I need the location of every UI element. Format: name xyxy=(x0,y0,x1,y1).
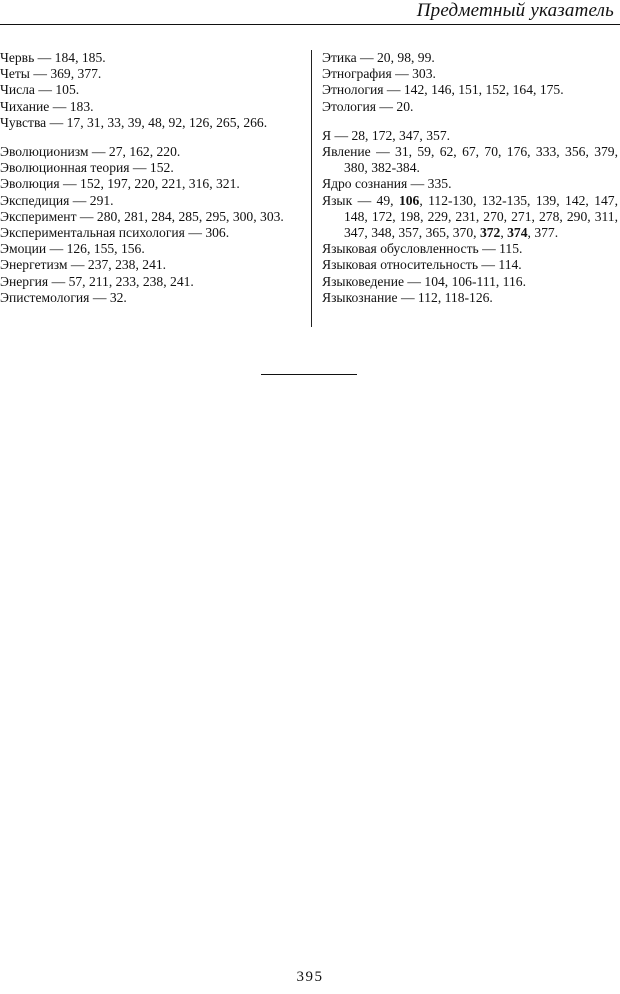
index-entry xyxy=(0,144,302,160)
index-entry xyxy=(0,290,302,306)
bold-page-ref: 106 xyxy=(398,192,420,208)
entry-text: Языковедение — 104, 106-111, 116. xyxy=(322,273,526,289)
column-divider xyxy=(311,50,312,327)
index-entry xyxy=(0,193,302,209)
entry-text: Четы — 369, 377. xyxy=(0,66,102,82)
index-entry xyxy=(322,144,618,176)
entry-text: Этнография — 303. xyxy=(322,66,436,82)
entry-text: Чихание — 183. xyxy=(0,98,94,114)
entry-text: Этология — 20. xyxy=(322,98,414,114)
entry-text: Эксперимент — 280, 281, 284, 285, 295, 300, 303. xyxy=(0,208,284,224)
entry-text: Эволюция — 152, 197, 220, 221, 316, 321. xyxy=(0,176,240,192)
index-entry xyxy=(322,99,618,115)
entry-text: Эволюционизм — 27, 162, 220. xyxy=(0,144,181,160)
index-entry xyxy=(0,82,302,98)
entry-text: Языковая относительность — 114. xyxy=(322,257,522,273)
index-entry xyxy=(322,128,618,144)
page-number: 395 xyxy=(296,969,324,985)
entry-text: Энергетизм — 237, 238, 241. xyxy=(0,257,167,273)
entry-text: Энергия — 57, 211, 233, 238, 241. xyxy=(0,273,194,289)
index-entry xyxy=(0,99,302,115)
index-entry xyxy=(0,225,302,241)
entry-text: Язык — 49, xyxy=(322,192,399,208)
entry-text: Ядро сознания — 335. xyxy=(322,176,452,192)
index-entry xyxy=(322,257,618,273)
header-rule xyxy=(0,24,620,25)
index-entry xyxy=(0,160,302,176)
index-entry xyxy=(322,193,618,242)
entry-text: Эпистемология — 32. xyxy=(0,289,127,305)
entry-text: Экспериментальная психология — 306. xyxy=(0,225,230,241)
entry-text: Эмоции — 126, 155, 156. xyxy=(0,241,145,257)
index-entry xyxy=(322,241,618,257)
entry-text: , xyxy=(500,225,508,241)
header-title: Предметный указатель xyxy=(416,0,614,21)
entry-text: Чувства — 17, 31, 33, 39, 48, 92, 126, 265, 266. xyxy=(0,114,268,130)
entry-group-gap xyxy=(0,131,302,144)
bold-page-ref: 372 xyxy=(479,225,501,241)
end-separator-rule xyxy=(261,374,357,375)
index-entry xyxy=(322,50,618,66)
index-entry xyxy=(322,290,618,306)
index-entry xyxy=(322,274,618,290)
index-entry xyxy=(0,66,302,82)
index-entry xyxy=(0,176,302,192)
index-entry xyxy=(0,209,302,225)
index-entry xyxy=(0,241,302,257)
entry-text: Языкознание — 112, 118-126. xyxy=(322,289,493,305)
index-entry xyxy=(322,176,618,192)
entry-text: Червь — 184, 185. xyxy=(0,50,106,65)
index-column-left xyxy=(0,50,302,306)
entry-text: Явление — 31, 59, 62, 67, 70, 176, 333, 356, 379, 380, 382-384. xyxy=(322,144,618,176)
entry-text: , 112-130, 132-135, 139, 142, 147, 148, 172, 198, 229, 231, 270, 271, 278, 290, 311, 347, 348, 357, 365, 370, xyxy=(344,192,618,241)
index-entry xyxy=(0,50,302,66)
bold-page-ref: 374 xyxy=(507,225,528,241)
entry-text: , 377. xyxy=(527,225,559,241)
index-entry xyxy=(0,274,302,290)
entry-text: Экспедиция — 291. xyxy=(0,192,114,208)
index-entry xyxy=(322,82,618,98)
entry-text: Я — 28, 172, 347, 357. xyxy=(322,127,451,143)
entry-text: Эволюционная теория — 152. xyxy=(0,160,174,176)
index-entry xyxy=(0,257,302,273)
index-entry xyxy=(322,66,618,82)
index-entry xyxy=(0,115,302,131)
running-header xyxy=(0,0,620,26)
entry-text: Числа — 105. xyxy=(0,82,80,98)
index-column-right xyxy=(322,50,618,306)
entry-text: Этика — 20, 98, 99. xyxy=(322,50,435,65)
entry-text: Этнология — 142, 146, 151, 152, 164, 175. xyxy=(322,82,564,98)
entry-text: Языковая обусловленность — 115. xyxy=(322,241,523,257)
entry-group-gap xyxy=(322,115,618,128)
